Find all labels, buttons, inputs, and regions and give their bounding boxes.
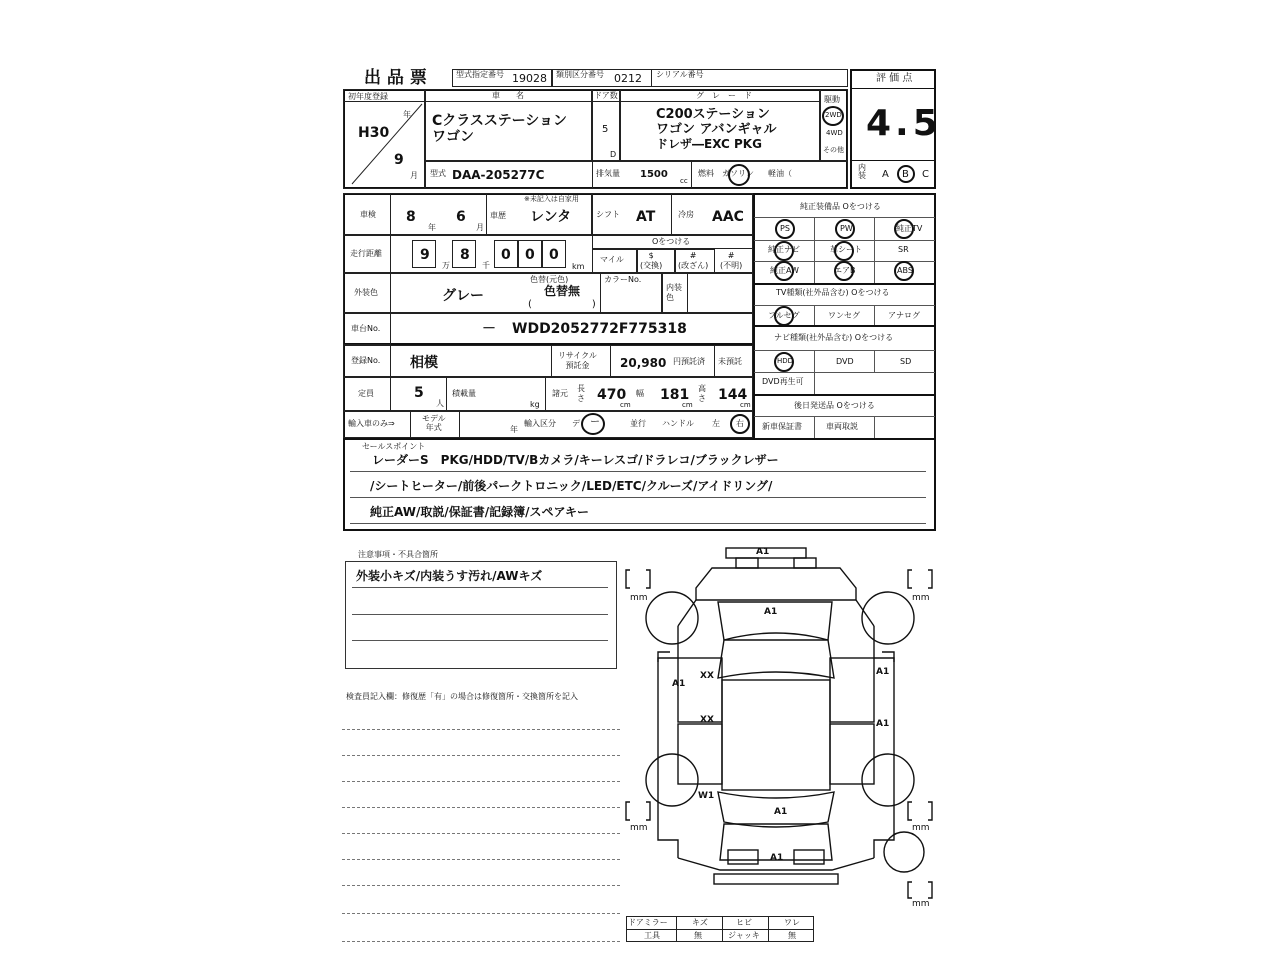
first-reg-label: 初年度登録 (348, 92, 388, 101)
sales-line-2: /シートヒーター/前後パークトロニック/LED/ETC/クルーズ/アイドリング/ (370, 479, 773, 493)
sales-rule-2 (350, 497, 926, 498)
legend-scratch: キズ (692, 918, 708, 927)
car-diagram (620, 540, 940, 920)
legend-break: ワレ (784, 918, 800, 927)
tv-fullseg: フルセグ (768, 311, 800, 320)
length-label: 長 さ (577, 384, 585, 403)
mm-label: mm (630, 823, 648, 833)
equip-navi: 純正ナビ (768, 245, 800, 254)
shift-label: シフト (596, 210, 620, 219)
bracket-rl (626, 802, 650, 820)
equip-vline-1 (814, 217, 815, 283)
right-front-door (830, 658, 874, 722)
navi-line-2 (754, 372, 935, 373)
drive-2wd-circle (822, 106, 844, 126)
mileage-digit-5: 0 (549, 247, 559, 263)
color-no-label: カラーNo. (604, 275, 642, 284)
interior-divider (851, 160, 935, 161)
equip-sr: SR (898, 245, 909, 254)
score-divider (851, 88, 935, 89)
tv-vline-2 (874, 305, 875, 325)
month-unit: 月 (410, 171, 418, 180)
model-year-suffix: 年 (510, 425, 518, 434)
inspector-rule-4 (342, 807, 620, 808)
drive-4wd: 4WD (826, 129, 843, 137)
class-value: 0212 (614, 72, 642, 85)
door-label: ドア数 (594, 91, 618, 100)
damage-mark: W1 (698, 791, 715, 801)
equip-line-1 (754, 217, 935, 218)
car-name-label: 車 名 (492, 91, 524, 100)
history-value: レンタ (530, 209, 572, 225)
history-label: 車歴 (490, 211, 506, 220)
mm-label: mm (912, 593, 930, 603)
model-label: 型式 (430, 169, 446, 178)
sales-rule-1 (350, 471, 926, 472)
score-label: 評 価 点 (876, 73, 913, 84)
tv-oneseg: ワンセグ (828, 311, 860, 320)
legend-tools-v3: 無 (788, 931, 796, 940)
equip-vline-2 (874, 217, 875, 283)
equipment-title: 純正装備品 Oをつける (800, 202, 881, 211)
load-label: 積載量 (452, 389, 476, 398)
mileage-digit-3: 0 (501, 247, 511, 263)
load-unit: kg (530, 400, 540, 409)
equip-airbag-circle (834, 261, 854, 281)
altered-label: # (改ざん) (678, 251, 709, 270)
tv-title: TV種類(社外品含む) Oをつける (776, 288, 890, 297)
fuel-circle (728, 164, 750, 186)
height-label: 高 さ (698, 384, 706, 403)
legend-v1 (676, 916, 677, 942)
mileage-label: 走行距離 (350, 249, 382, 258)
door-value: 5 (602, 124, 609, 135)
form-title: 出 品 票 (364, 68, 427, 88)
sales-label: セールスポイント (362, 442, 426, 451)
tv-fullseg-circle (774, 306, 794, 326)
equip-airbag: エアB (834, 266, 856, 275)
width-label: 幅 (636, 389, 644, 398)
left-label: 左 (712, 419, 720, 428)
unknown-label: # (不明) (720, 251, 743, 270)
serial-label: シリアル番号 (656, 70, 704, 79)
notes-label: 注意事項・不具合箇所 (358, 550, 438, 559)
fuel-label: 燃料 (698, 169, 714, 178)
right-side (874, 626, 894, 858)
chassis-value: WDD2052772F775318 (512, 321, 687, 337)
damage-mark: A1 (876, 719, 890, 729)
sales-rule-3 (350, 523, 926, 524)
year-unit: 年 (403, 110, 411, 119)
damage-mark: A1 (876, 667, 890, 677)
car-name-line1: Cクラスステーション (432, 113, 568, 129)
navi-line (754, 350, 935, 351)
capacity-unit: 人 (436, 399, 444, 408)
mileage-digit-2: 8 (460, 247, 470, 263)
sales-line-3: 純正AW/取説/保証書/記録簿/スペアキー (370, 505, 590, 519)
legend-v2 (722, 916, 723, 942)
score-value: 4.5 (866, 103, 942, 144)
shift-value: AT (636, 209, 656, 225)
inspection-year-unit: 年 (428, 223, 436, 232)
history-note: ※未記入は自家用 (524, 195, 579, 203)
handle-label: ハンドル (662, 419, 694, 428)
grille-right (794, 558, 816, 568)
door-unit: D (610, 150, 617, 159)
exterior-label: 外装色 (354, 288, 378, 297)
equip-tv-circle (894, 219, 914, 239)
navi-vline-2 (874, 350, 875, 372)
capacity-value: 5 (414, 385, 424, 401)
legend-v3 (768, 916, 769, 942)
left-rear-door (678, 724, 722, 784)
right-label: 右 (736, 419, 744, 428)
recycle-done: 円預託済 (673, 357, 705, 366)
bracket-spare (908, 882, 932, 898)
mm-label: mm (630, 593, 648, 603)
notes-line-1: 外装小キズ/内装うす汚れ/AWキズ (356, 569, 543, 583)
plate-value: 相模 (410, 355, 438, 371)
interior-c: C (922, 169, 929, 180)
equip-ps: PS (780, 224, 790, 233)
capacity-label: 定員 (358, 389, 374, 398)
equip-abs: ABS (897, 266, 913, 275)
equip-abs-circle (894, 261, 914, 281)
sales-line-1: レーダーS PKG/HDD/TV/Bカメラ/キーレスゴ/ドラレコ/ブラックレザー (372, 453, 779, 467)
bracket-rr (908, 802, 932, 820)
later-warranty: 新車保証書 (762, 422, 802, 431)
chassis-label: 車台No. (351, 324, 381, 333)
model-year-label: モデル 年式 (422, 414, 446, 432)
later-manual: 車両取説 (826, 422, 858, 431)
type-cert-value: 19028 (512, 72, 547, 85)
first-reg-header-line (344, 101, 424, 102)
mile-label: マイル (600, 255, 624, 264)
interior-a: A (882, 169, 889, 180)
damage-mark: A1 (770, 853, 784, 863)
interior-b-circle (897, 165, 915, 183)
damage-mark: A1 (672, 679, 686, 689)
mileage-digit-1: 9 (420, 247, 430, 263)
chassis-dash: － (482, 321, 496, 337)
length-unit: cm (620, 401, 631, 409)
type-cert-label: 型式指定番号 (456, 70, 504, 79)
inspector-rule-9 (342, 941, 620, 942)
tail-right (794, 850, 824, 864)
legend-tools-v1: 無 (694, 931, 702, 940)
sales-top-line (343, 438, 936, 440)
navi-dvd: DVD (836, 357, 854, 366)
left-side (658, 626, 678, 858)
legend-crack: ヒビ (736, 918, 752, 927)
recycle-not: 未預託 (718, 357, 742, 366)
drive-label: 駆動 (824, 95, 840, 104)
notes-rule-2 (352, 614, 608, 615)
equip-line-4 (754, 283, 935, 285)
mileage-sen: 千 (482, 261, 490, 270)
mileage-km: km (572, 262, 585, 271)
inspector-rule-3 (342, 781, 620, 782)
disp-label: 排気量 (596, 169, 620, 178)
dvd-playback: DVD再生可 (762, 377, 804, 386)
dims-label: 諸元 (552, 389, 568, 398)
diesel-label: 軽油（ (768, 169, 792, 178)
wheel-rear-right (862, 754, 914, 806)
wheel-front-right (862, 592, 914, 644)
model-value: DAA-205277C (452, 168, 545, 182)
damage-mark: A1 (774, 807, 788, 817)
height-unit: cm (740, 401, 751, 409)
recycle-label: リサイクル 預託金 (558, 351, 597, 370)
equipment-divider (753, 193, 755, 438)
ac-value: AAC (712, 209, 744, 225)
navi-title: ナビ種類(社外品含む) Oをつける (774, 333, 894, 342)
spare-wheel (884, 832, 924, 872)
parallel-label: 並行 (630, 419, 646, 428)
later-vline-1 (814, 416, 815, 438)
import-label: 輸入車のみ⇒ (348, 419, 395, 428)
inspector-rule-1 (342, 729, 620, 730)
legend-tools-label: 工具 (644, 931, 660, 940)
grade-line1: C200ステーション (656, 107, 770, 122)
grade-header-line (621, 101, 819, 102)
ac-label: 冷房 (678, 210, 694, 219)
color-change-label: 色替(元色) (530, 275, 569, 284)
inspector-rule-6 (342, 859, 620, 860)
damage-mark: A1 (764, 607, 778, 617)
disp-unit: cc (680, 177, 688, 185)
inspector-rule-2 (342, 755, 620, 756)
damage-mark: XX (700, 671, 714, 681)
equip-leather: 革シート (830, 245, 862, 254)
door-header-line (593, 101, 619, 102)
width-value: 181 (660, 387, 690, 403)
plate-label: 登録No. (351, 356, 381, 365)
later-vline-2 (874, 416, 875, 438)
tail-left (728, 850, 758, 864)
legend-tools-v2: ジャッキ (728, 931, 760, 940)
height-value: 144 (718, 387, 748, 403)
exterior-color: グレー (442, 288, 484, 304)
grade-line2: ワゴン アバンギャル (656, 122, 777, 137)
grade-line3: ドレザ―EXC PKG (656, 137, 762, 151)
recycle-value: 20,980 (620, 356, 667, 370)
right-front-corner (856, 600, 874, 626)
odo-note: Oをつける (652, 237, 691, 246)
damage-mark: XX (700, 715, 714, 725)
inspection-year: 8 (406, 209, 416, 225)
navi-hdd: HDD (777, 357, 794, 365)
inspector-label: 検査員記入欄：修復歴「有」の場合は修復箇所・交換箇所を記入 (346, 692, 578, 701)
reg-month: 9 (394, 152, 404, 168)
notes-rule-3 (352, 640, 608, 641)
navi-hdd-circle (774, 352, 794, 372)
equip-pw-circle (835, 219, 855, 239)
right-circle (730, 414, 750, 434)
drive-2wd: 2WD (825, 111, 842, 119)
inspector-rule-8 (342, 913, 620, 914)
mirror-right (882, 652, 894, 662)
inspection-month: 6 (456, 209, 466, 225)
interior-b: B (902, 169, 909, 180)
later-title: 後日発送品 Oをつける (794, 401, 875, 410)
inspector-rule-5 (342, 833, 620, 834)
int-color-label: 内装 色 (666, 283, 682, 302)
inspection-label: 車検 (360, 210, 376, 219)
car-name-line2: ワゴン (432, 129, 474, 145)
mileage-digit-4: 0 (525, 247, 535, 263)
equip-aw-circle (774, 261, 794, 281)
dealer-circle (581, 413, 605, 435)
mm-label: mm (912, 899, 930, 909)
notes-rule-1 (352, 587, 608, 588)
rear-bumper (714, 874, 838, 884)
mileage-man: 万 (442, 261, 450, 270)
navi-sd: SD (900, 357, 912, 366)
later-line (754, 416, 935, 417)
mirror-left (658, 652, 670, 662)
interior-label: 内装 (858, 163, 866, 180)
dealer-value: ー (590, 417, 600, 428)
bracket-fl (626, 570, 650, 588)
tv-analog: アナログ (888, 311, 920, 320)
legend-mirror: ドアミラー (628, 918, 668, 927)
tv-vline-1 (814, 305, 815, 325)
era-year: H30 (358, 125, 390, 141)
right-rear-door (830, 724, 874, 784)
class-label: 類別区分番号 (556, 70, 604, 79)
car-name-header-line (426, 101, 591, 102)
equip-tv: 純正TV (896, 224, 923, 233)
inspection-month-unit: 月 (476, 223, 484, 232)
grade-label: グ レ ー ド (696, 91, 752, 100)
left-front-door (678, 658, 722, 722)
exchange-label: $ (交換) (640, 251, 663, 270)
inspector-rule-7 (342, 885, 620, 886)
mm-label: mm (912, 823, 930, 833)
disp-value: 1500 (640, 169, 668, 180)
dealer-label: デ (572, 419, 580, 428)
reg-slash (344, 100, 424, 188)
fuel-value: ガソリン (722, 169, 754, 178)
color-change-value: 色替無 (544, 284, 581, 298)
equip-leather-circle (834, 241, 854, 261)
equip-aw: 純正AW (770, 266, 799, 275)
wheel-rear-left (646, 754, 698, 806)
navi-bottom-line (754, 394, 935, 396)
damage-mark: A1 (756, 547, 770, 557)
equip-pw: PW (840, 224, 853, 233)
length-value: 470 (597, 387, 627, 403)
legend-mid-line (626, 929, 814, 930)
hood-front (696, 568, 856, 600)
equip-ps-circle (775, 219, 795, 239)
roof (722, 680, 830, 790)
grille-left (736, 558, 758, 568)
width-unit: cm (682, 401, 693, 409)
color-change-paren: ( ) (528, 299, 596, 310)
drive-other: その他 (823, 146, 844, 154)
equip-navi-circle (774, 241, 794, 261)
bracket-fr (908, 570, 932, 588)
import-class-label: 輸入区分 (524, 419, 556, 428)
wheel-front-left (646, 592, 698, 644)
